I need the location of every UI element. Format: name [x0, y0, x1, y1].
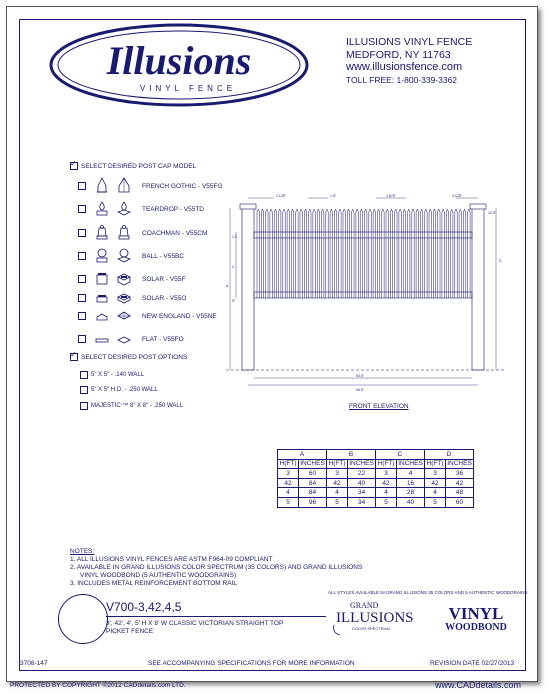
- table-cell: 3: [425, 469, 446, 479]
- company-toll-free: TOLL FREE: 1-800-339-3362: [346, 74, 458, 85]
- picket: [386, 209, 388, 298]
- grand-illusions-logo: [330, 597, 430, 639]
- left-post: [242, 208, 254, 370]
- table-row: [278, 478, 474, 488]
- cap-checkbox[interactable]: [78, 252, 86, 260]
- option-label: 5" X 5" - .140 WALL: [91, 372, 145, 378]
- post-option-3[interactable]: [80, 402, 183, 410]
- picket: [416, 209, 418, 298]
- cap-option-solar-f[interactable]: [78, 269, 185, 289]
- table-cell: 3: [278, 469, 299, 479]
- dim-label-15: 1.5: [232, 235, 237, 239]
- logo-text: Illusions: [106, 38, 252, 83]
- notes: [70, 548, 362, 588]
- ball-cap-icon: [94, 247, 110, 265]
- post-option-1[interactable]: [80, 371, 144, 379]
- grand-main: ILLUSIONS: [336, 610, 414, 626]
- woodbond-text: WOODBOND: [445, 622, 507, 633]
- table-cell: 22: [348, 469, 376, 479]
- cap-label: FLAT - V55FO: [142, 335, 184, 343]
- revision-date: REVISION DATE 02/27/2013: [430, 660, 515, 667]
- dim-label-c: C: [232, 265, 235, 269]
- model-block: [58, 594, 328, 646]
- flat-cap-3d-icon: [116, 330, 132, 348]
- picket: [330, 209, 332, 298]
- cap-label: FRENCH GOTHIC - V55FG: [142, 182, 223, 190]
- picket: [425, 209, 427, 298]
- french-gothic-cap-3d-icon: [116, 177, 132, 195]
- table-cell: 36: [446, 469, 474, 479]
- post-option-2[interactable]: [80, 386, 158, 394]
- picket: [352, 209, 354, 298]
- table-sub-header: INCHES: [300, 460, 325, 468]
- teardrop-cap-3d-icon: [116, 200, 132, 218]
- cap-label: SOLAR - V55O: [142, 294, 187, 302]
- picket: [343, 209, 345, 298]
- picket: [390, 209, 392, 298]
- picket: [459, 209, 461, 298]
- table-sub-header-row: [278, 459, 474, 469]
- option-label: 5" X 5" H.D. - .250 WALL: [91, 387, 158, 393]
- picket: [283, 209, 285, 298]
- option-checkbox[interactable]: [80, 371, 88, 379]
- table-cell: 3: [376, 469, 397, 479]
- table-cell: 84: [299, 488, 327, 498]
- picket: [356, 209, 358, 298]
- new-england-cap-3d-icon: [116, 307, 132, 325]
- option-checkbox[interactable]: [80, 402, 88, 410]
- post-cap-checkbox[interactable]: [70, 162, 78, 170]
- picket: [420, 209, 422, 298]
- table-cell: 42: [278, 478, 299, 488]
- picket: [326, 209, 328, 298]
- table-group-header: A: [278, 450, 327, 460]
- top-rail: [254, 232, 472, 238]
- cap-checkbox[interactable]: [78, 229, 86, 237]
- table-sub-header: INCHES: [447, 460, 472, 468]
- table-group-header: C: [376, 450, 425, 460]
- solar-cap-3d-icon: [116, 270, 132, 288]
- table-cell: 5: [327, 497, 348, 507]
- dim-top-left: 2.125": [276, 194, 287, 198]
- post-options-checkbox[interactable]: [70, 353, 78, 361]
- coachman-cap-icon: [94, 224, 110, 242]
- cap-option-french-gothic[interactable]: [78, 176, 223, 196]
- table-row: [278, 497, 474, 507]
- dimensions-table: [277, 449, 474, 508]
- new-england-cap-icon: [94, 307, 110, 325]
- picket: [296, 209, 298, 298]
- solar-o-cap-3d-icon: [116, 289, 132, 307]
- ball-cap-3d-icon: [116, 247, 132, 265]
- french-gothic-cap-icon: [94, 177, 110, 195]
- picket: [382, 209, 384, 298]
- cap-label: TEARDROP - V55TD: [142, 205, 205, 213]
- note-line: 1. ALL ILLUSIONS VINYL FENCES ARE ASTM F964-09 COMPLIANT: [70, 556, 273, 563]
- bottom-rail: [254, 292, 472, 298]
- dim-top-mid2: 1.875": [386, 194, 397, 198]
- option-checkbox[interactable]: [80, 386, 88, 394]
- table-cell: 42: [376, 478, 397, 488]
- table-cell: 5: [376, 497, 397, 507]
- right-post-cap: [470, 204, 486, 209]
- fence-front-elevation-drawing: [216, 192, 516, 392]
- table-cell: 60: [446, 497, 474, 507]
- caddetails-link[interactable]: www.CADdetails.com: [435, 680, 522, 690]
- model-number: V700-3,42,4,5: [106, 600, 182, 614]
- cap-checkbox[interactable]: [78, 275, 86, 283]
- model-description: [106, 620, 336, 636]
- table-cell: 16: [397, 478, 425, 488]
- dim-label-5: 5": [232, 299, 236, 303]
- solar-o-cap-icon: [94, 289, 110, 307]
- table-cell: 4: [397, 469, 425, 479]
- table-row: [278, 469, 474, 479]
- table-cell: 5: [425, 497, 446, 507]
- table-cell: 40: [397, 497, 425, 507]
- dim-label-a: A: [226, 284, 229, 288]
- cap-checkbox[interactable]: [78, 205, 86, 213]
- note-line: VINYL WOODBOND (5 AUTHENTIC WOODGRAINS): [80, 572, 237, 579]
- flat-cap-icon: [94, 330, 110, 348]
- illusions-logo: [48, 22, 310, 108]
- picket: [373, 209, 375, 298]
- cap-label: COACHMAN - V55CM: [142, 229, 208, 237]
- table-sub-header: H(FT): [278, 459, 299, 469]
- dim-label-10: 10.5": [488, 211, 497, 215]
- dim-label-d: D: [499, 259, 502, 263]
- model-divider: [106, 616, 326, 617]
- picket: [451, 209, 453, 298]
- cap-checkbox[interactable]: [78, 294, 86, 302]
- cap-option-solar-o[interactable]: [78, 288, 186, 308]
- picket: [304, 209, 306, 298]
- dim-top-right: 2.125": [452, 194, 463, 198]
- pickets: [257, 209, 470, 298]
- picket: [399, 209, 401, 298]
- table-cell: 34: [348, 488, 376, 498]
- picket: [291, 209, 293, 298]
- picket: [446, 209, 448, 298]
- left-post-cap: [240, 204, 256, 209]
- picket: [334, 209, 336, 298]
- table-sub-header: H(FT): [376, 459, 397, 469]
- table-cell: 96: [299, 497, 327, 507]
- notes-title: NOTES:: [70, 548, 95, 555]
- note-line: 2. AVAILABLE IN GRAND ILLUSIONS COLOR SPECTRUM (35 COLORS) AND GRAND ILLUSIONS: [70, 564, 363, 571]
- cap-option-ball[interactable]: [78, 246, 184, 266]
- cap-checkbox[interactable]: [78, 312, 86, 320]
- note-line: 3. INCLUDES METAL REINFORCEMENT BOTTOM RAIL: [70, 580, 237, 587]
- cap-checkbox[interactable]: [78, 335, 86, 343]
- right-post: [472, 208, 484, 370]
- cap-option-coachman[interactable]: [78, 223, 207, 243]
- picket: [377, 209, 379, 298]
- coachman-cap-3d-icon: [116, 224, 132, 242]
- company-info: [346, 36, 472, 86]
- table-cell: 84: [299, 478, 327, 488]
- picket: [287, 209, 289, 298]
- table-cell: 42: [446, 478, 474, 488]
- picket: [339, 209, 341, 298]
- cap-option-teardrop[interactable]: [78, 199, 204, 219]
- picket: [365, 209, 367, 298]
- table-cell: 4: [425, 488, 446, 498]
- picket: [438, 209, 440, 298]
- footer-center-note: SEE ACCOMPANYING SPECIFICATIONS FOR MORE INFORMATION: [148, 660, 355, 667]
- table-group-header: B: [327, 450, 376, 460]
- picket: [433, 209, 435, 298]
- picket: [429, 209, 431, 298]
- table-group-header: D: [425, 450, 474, 460]
- table-sub-header: INCHES: [398, 460, 423, 468]
- model-desc-line2: PICKET FENCE: [106, 628, 154, 635]
- model-desc-line1: 3', 42', 4', 5' H X 8' W CLASSIC VICTORIAN STRAIGHT TOP: [106, 620, 284, 627]
- teardrop-cap-icon: [94, 200, 110, 218]
- grand-top: GRAND: [350, 601, 379, 610]
- logo-subtext: VINYL FENCE: [139, 84, 237, 93]
- picket: [257, 209, 259, 298]
- post-options-title-text: SELECT DESIRED POST OPTIONS: [81, 353, 188, 361]
- table-sub-header: INCHES: [349, 460, 374, 468]
- table-cell: 60: [299, 469, 327, 479]
- table-sub-header: H(FT): [425, 459, 446, 469]
- cap-option-flat[interactable]: [78, 329, 184, 349]
- picket: [309, 209, 311, 298]
- drawing-code: 3708-147: [20, 660, 48, 667]
- table-cell: 4: [376, 488, 397, 498]
- table-sub-header: H(FT): [327, 459, 348, 469]
- cap-label: NEW ENGLAND - V55NE: [142, 312, 217, 320]
- picket: [369, 209, 371, 298]
- post-options-title: [70, 353, 187, 361]
- cap-label: SOLAR - V55F: [142, 275, 186, 283]
- picket: [468, 209, 470, 298]
- picket: [313, 209, 315, 298]
- table-cell: 3: [327, 469, 348, 479]
- picket: [274, 209, 276, 298]
- picket: [322, 209, 324, 298]
- picket: [455, 209, 457, 298]
- table-cell: 28: [397, 488, 425, 498]
- table-row: [278, 488, 474, 498]
- model-circle: [58, 594, 108, 644]
- table-cell: 4: [278, 488, 299, 498]
- picket: [279, 209, 281, 298]
- option-label: MAJESTIC ™ 8" X 8" - .250 WALL: [91, 403, 184, 409]
- picket: [261, 209, 263, 298]
- table-cell: 48: [446, 488, 474, 498]
- picket: [360, 209, 362, 298]
- picket: [270, 209, 272, 298]
- table-cell: 40: [348, 478, 376, 488]
- picket: [408, 209, 410, 298]
- table-cell: 34: [348, 497, 376, 507]
- dim-bottom-inner: 93.5": [356, 374, 365, 378]
- solar-cap-icon: [94, 270, 110, 288]
- table-cell: 42: [425, 478, 446, 488]
- table-cell: 5: [278, 497, 299, 507]
- table-cell: 42: [327, 478, 348, 488]
- post-cap-title-text: SELECT DESIRED POST CAP MODEL: [81, 162, 197, 170]
- post-cap-title: [70, 162, 196, 170]
- dim-bottom-outer: 96.5": [356, 388, 365, 392]
- company-city: MEDFORD, NY 11763: [346, 48, 451, 61]
- table-group-header-row: [278, 450, 474, 460]
- company-name: ILLUSIONS VINYL FENCE: [346, 36, 473, 48]
- picket: [300, 209, 302, 298]
- front-elevation-label: FRONT ELEVATION: [349, 403, 409, 410]
- picket: [347, 209, 349, 298]
- company-website[interactable]: www.illusionsfence.com: [346, 61, 463, 73]
- styles-note: ALL STYLES AVAILABLE IN GRAND ILLUSIONS 35 COLORS AND 5 AUTHENTIC WOODGRAINS: [328, 590, 528, 595]
- picket: [412, 209, 414, 298]
- picket: [403, 209, 405, 298]
- picket: [317, 209, 319, 298]
- picket: [463, 209, 465, 298]
- cap-option-new-england[interactable]: [78, 306, 217, 326]
- cap-label: BALL - V55BC: [142, 252, 185, 260]
- picket: [442, 209, 444, 298]
- table-cell: 4: [327, 488, 348, 498]
- dim-top-mid1: 1.5": [330, 194, 337, 198]
- vinyl-main: VINYL: [448, 604, 504, 623]
- copyright: PROTECTED BY COPYRIGHT ©2012 CADdetails.com LTD.: [10, 682, 186, 689]
- vinyl-woodbond-logo: [434, 597, 518, 639]
- grand-sub: COLOR SPECTRUM: [352, 626, 390, 631]
- picket: [266, 209, 268, 298]
- picket: [395, 209, 397, 298]
- cap-checkbox[interactable]: [78, 182, 86, 190]
